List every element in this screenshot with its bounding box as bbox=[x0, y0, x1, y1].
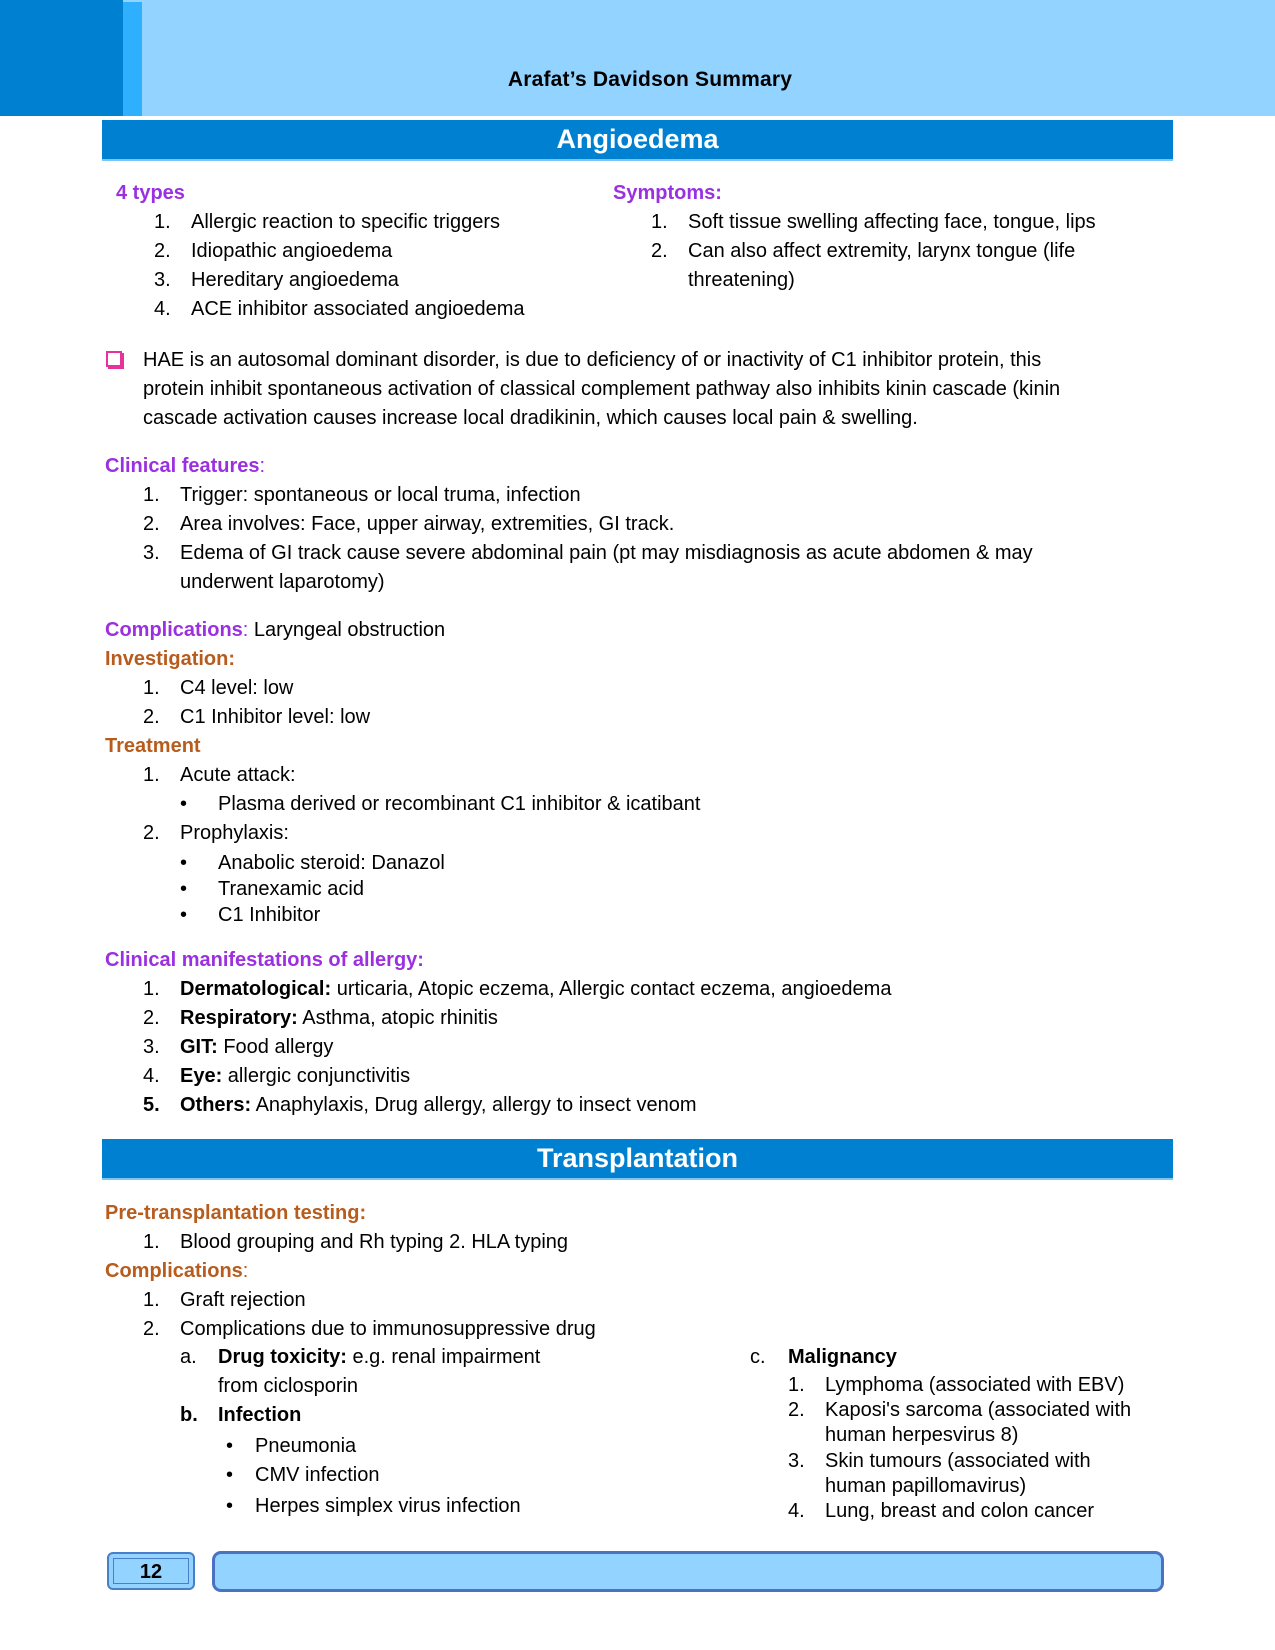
allergy-term: Respiratory: bbox=[180, 1007, 298, 1029]
list-item: Soft tissue swelling affecting face, tongue, lips bbox=[688, 211, 1096, 233]
header-band bbox=[0, 0, 1275, 116]
malignancy-item-continuation: human papillomavirus) bbox=[825, 1475, 1027, 1497]
investigation-heading: Investigation: bbox=[105, 648, 236, 670]
hae-note-line-1: HAE is an autosomal dominant disorder, is due to deficiency of or inactivity of C1 inhibitor protein, this bbox=[143, 349, 1042, 371]
list-item: Can also affect extremity, larynx tongue (life bbox=[688, 240, 1076, 262]
bullet-icon: • bbox=[226, 1495, 234, 1517]
checkbox-icon bbox=[106, 351, 122, 367]
bullet-icon: • bbox=[180, 793, 188, 815]
bullet-item: C1 Inhibitor bbox=[218, 904, 321, 926]
colon: : bbox=[242, 1260, 249, 1282]
list-number: 1. bbox=[143, 764, 160, 786]
malignancy-item: Skin tumours (associated with bbox=[825, 1450, 1091, 1472]
types-heading: 4 types bbox=[116, 182, 185, 204]
list-letter: b. bbox=[180, 1404, 198, 1426]
colon: : bbox=[259, 455, 266, 477]
complications-line bbox=[105, 616, 445, 644]
bullet-item: Anabolic steroid: Danazol bbox=[218, 852, 445, 874]
list-item: C4 level: low bbox=[180, 677, 294, 699]
allergy-item bbox=[180, 1062, 410, 1090]
list-item: Hereditary angioedema bbox=[191, 269, 399, 291]
allergy-text: urticaria, Atopic eczema, Allergic contact eczema, angioedema bbox=[331, 978, 892, 1000]
list-item: Blood grouping and Rh typing 2. HLA typing bbox=[180, 1231, 569, 1253]
list-item: Area involves: Face, upper airway, extremities, GI track. bbox=[180, 513, 675, 535]
list-item: Trigger: spontaneous or local truma, infection bbox=[180, 484, 581, 506]
allergy-item bbox=[180, 1004, 498, 1032]
infection-term: Infection bbox=[218, 1404, 302, 1426]
list-item: Idiopathic angioedema bbox=[191, 240, 393, 262]
clinical-features-label: Clinical features bbox=[105, 455, 260, 477]
list-item-continuation: threatening) bbox=[688, 269, 795, 291]
bullet-item: Plasma derived or recombinant C1 inhibitor & icatibant bbox=[218, 793, 701, 815]
bullet-item: Pneumonia bbox=[255, 1435, 357, 1457]
list-item: Prophylaxis: bbox=[180, 822, 289, 844]
allergy-item bbox=[180, 1091, 697, 1119]
allergy-text: Anaphylaxis, Drug allergy, allergy to insect venom bbox=[251, 1094, 697, 1116]
malignancy-item-continuation: human herpesvirus 8) bbox=[825, 1424, 1019, 1446]
list-item: Edema of GI track cause severe abdominal pain (pt may misdiagnosis as acute abdomen & may bbox=[180, 542, 1033, 564]
symptoms-heading: Symptoms: bbox=[613, 182, 722, 204]
list-number: 3. bbox=[143, 1036, 160, 1058]
allergy-term: Dermatological: bbox=[180, 978, 332, 1000]
section-title-transplantation: Transplantation bbox=[102, 1139, 1173, 1180]
list-number: 5. bbox=[143, 1094, 160, 1116]
page-number-box bbox=[107, 1552, 195, 1590]
list-number: 2. bbox=[651, 240, 668, 262]
bullet-icon: • bbox=[226, 1464, 234, 1486]
complications-label: Complications bbox=[105, 619, 243, 641]
allergy-text: Food allergy bbox=[217, 1036, 334, 1058]
transplant-complications-heading bbox=[105, 1257, 248, 1285]
footer-bar bbox=[212, 1551, 1164, 1592]
list-number: 1. bbox=[651, 211, 668, 233]
list-item: ACE inhibitor associated angioedema bbox=[191, 298, 525, 320]
allergy-term: Eye: bbox=[180, 1065, 223, 1087]
bullet-item: Tranexamic acid bbox=[218, 878, 364, 900]
list-number: 2. bbox=[143, 822, 160, 844]
section-title-angioedema: Angioedema bbox=[102, 120, 1173, 161]
header-accent-strip bbox=[123, 2, 142, 116]
page-number: 12 bbox=[113, 1558, 189, 1584]
list-item-continuation: underwent laparotomy) bbox=[180, 571, 385, 593]
allergy-item bbox=[180, 1033, 333, 1061]
complications-value: Laryngeal obstruction bbox=[248, 619, 446, 641]
hae-note-line-3: cascade activation causes increase local dradikinin, which causes local pain & swelling. bbox=[143, 407, 918, 429]
malignancy-term: Malignancy bbox=[788, 1346, 897, 1368]
list-letter: a. bbox=[180, 1346, 197, 1368]
list-number: 3. bbox=[788, 1450, 805, 1472]
list-number: 1. bbox=[143, 1289, 160, 1311]
list-number: 2. bbox=[143, 706, 160, 728]
drug-toxicity-item bbox=[218, 1343, 540, 1371]
list-number: 2. bbox=[788, 1399, 805, 1421]
drug-toxicity-term: Drug toxicity: bbox=[218, 1346, 347, 1368]
malignancy-item: Kaposi's sarcoma (associated with bbox=[825, 1399, 1132, 1421]
allergy-text: Asthma, atopic rhinitis bbox=[297, 1007, 498, 1029]
bullet-item: Herpes simplex virus infection bbox=[255, 1495, 521, 1517]
list-number: 1. bbox=[143, 978, 160, 1000]
list-number: 3. bbox=[143, 542, 160, 564]
drug-toxicity-text: e.g. renal impairment bbox=[346, 1346, 541, 1368]
list-number: 1. bbox=[143, 677, 160, 699]
treatment-heading: Treatment bbox=[105, 735, 201, 757]
list-number: 2. bbox=[143, 513, 160, 535]
malignancy-item: Lung, breast and colon cancer bbox=[825, 1500, 1095, 1522]
allergy-heading: Clinical manifestations of allergy: bbox=[105, 949, 424, 971]
hae-note-line-2: protein inhibit spontaneous activation of classical complement pathway also inhibits kinin cascade (kinin bbox=[143, 378, 1061, 400]
list-letter: c. bbox=[750, 1346, 766, 1368]
clinical-features-heading bbox=[105, 452, 265, 480]
list-number: 3. bbox=[154, 269, 171, 291]
colon: : bbox=[242, 619, 249, 641]
list-item: C1 Inhibitor level: low bbox=[180, 706, 371, 728]
allergy-text: allergic conjunctivitis bbox=[222, 1065, 411, 1087]
list-number: 2. bbox=[143, 1318, 160, 1340]
header-dark-block bbox=[0, 0, 123, 116]
allergy-term: GIT: bbox=[180, 1036, 218, 1058]
list-item: Complications due to immunosuppressive drug bbox=[180, 1318, 596, 1340]
list-number: 4. bbox=[143, 1065, 160, 1087]
book-title: Arafat’s Davidson Summary bbox=[507, 68, 793, 91]
list-number: 2. bbox=[143, 1007, 160, 1029]
allergy-item bbox=[180, 975, 891, 1003]
list-number: 2. bbox=[154, 240, 171, 262]
list-item: Allergic reaction to specific triggers bbox=[191, 211, 501, 233]
list-number: 4. bbox=[788, 1500, 805, 1522]
bullet-item: CMV infection bbox=[255, 1464, 380, 1486]
pre-testing-heading: Pre-transplantation testing: bbox=[105, 1202, 367, 1224]
list-number: 4. bbox=[154, 298, 171, 320]
bullet-icon: • bbox=[180, 852, 188, 874]
complications-label: Complications bbox=[105, 1260, 243, 1282]
malignancy-item: Lymphoma (associated with EBV) bbox=[825, 1374, 1125, 1396]
bullet-icon: • bbox=[180, 904, 188, 926]
bullet-icon: • bbox=[180, 878, 188, 900]
list-number: 1. bbox=[154, 211, 171, 233]
list-number: 1. bbox=[788, 1374, 805, 1396]
drug-toxicity-continuation: from ciclosporin bbox=[218, 1375, 359, 1397]
allergy-term: Others: bbox=[180, 1094, 252, 1116]
list-number: 1. bbox=[143, 484, 160, 506]
list-item: Graft rejection bbox=[180, 1289, 306, 1311]
list-number: 1. bbox=[143, 1231, 160, 1253]
list-item: Acute attack: bbox=[180, 764, 296, 786]
bullet-icon: • bbox=[226, 1435, 234, 1457]
